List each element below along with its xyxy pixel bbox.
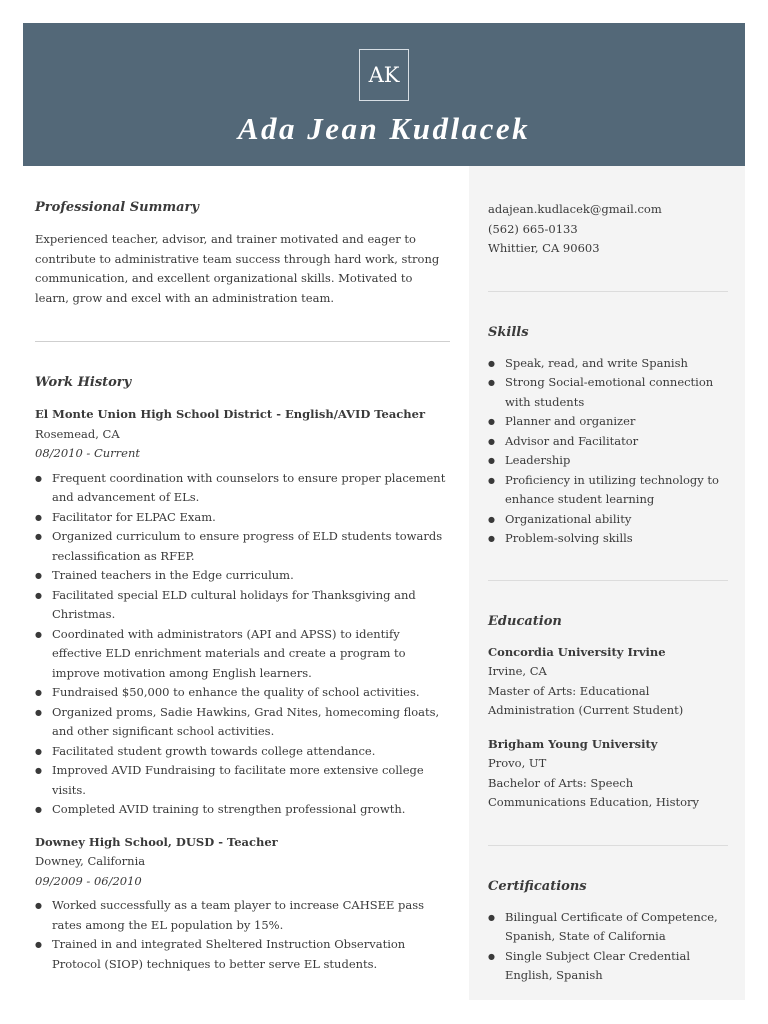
section-divider xyxy=(488,845,728,846)
list-item: ● Trained teachers in the Edge curriculum. xyxy=(35,566,450,586)
list-item: ● Leadership xyxy=(488,451,728,471)
section-divider xyxy=(488,580,728,581)
list-item: ● Facilitated student growth towards college attendance. xyxy=(35,742,450,762)
list-item: ● Advisor and Facilitator xyxy=(488,432,728,452)
degree: Master of Arts: Educational Administration (Current Student) xyxy=(488,683,684,717)
sidebar-column xyxy=(488,200,728,986)
certifications-list xyxy=(488,908,728,986)
job-title: El Monte Union High School District - English/AVID Teacher xyxy=(35,407,426,421)
list-item: ● Planner and organizer xyxy=(488,412,728,432)
job-dates: 08/2010 - Current xyxy=(35,446,141,460)
job-entry xyxy=(35,405,450,820)
job-location: Downey, California xyxy=(35,854,146,868)
main-column xyxy=(35,200,450,974)
job-duties-list xyxy=(35,896,450,974)
job-entry xyxy=(35,833,450,975)
school-name: Concordia University Irvine xyxy=(488,644,666,659)
list-item: ● Trained in and integrated Sheltered Instruction Observation Protocol (SIOP) techniques to better serve EL students. xyxy=(35,935,450,974)
degree: Bachelor of Arts: Speech Communications Education, History xyxy=(488,775,700,809)
section-divider xyxy=(488,291,728,292)
monogram-badge: AK xyxy=(359,49,409,101)
work-history-heading: Work History xyxy=(35,375,132,390)
candidate-name: Ada Jean Kudlacek xyxy=(237,111,531,146)
school-location: Provo, UT xyxy=(488,756,547,770)
list-item: ● Strong Social-emotional connection with students xyxy=(488,373,728,412)
contact-phone: (562) 665-0133 xyxy=(488,221,578,236)
contact-email[interactable]: adajean.kudlacek@gmail.com xyxy=(488,202,662,216)
list-item: ● Organizational ability xyxy=(488,510,728,530)
list-item: ● Improved AVID Fundraising to facilitate more extensive college visits. xyxy=(35,761,450,800)
list-item: ● Completed AVID training to strengthen professional growth. xyxy=(35,800,450,820)
list-item: ● Organized proms, Sadie Hawkins, Grad Nites, homecoming floats, and other significant school activities. xyxy=(35,703,450,742)
list-item: ● Speak, read, and write Spanish xyxy=(488,354,728,374)
list-item: ● Worked successfully as a team player to increase CAHSEE pass rates among the EL population by 15%. xyxy=(35,896,450,935)
section-divider xyxy=(35,341,450,342)
list-item: ● Facilitator for ELPAC Exam. xyxy=(35,508,450,528)
job-title: Downey High School, DUSD - Teacher xyxy=(35,834,278,849)
skills-list xyxy=(488,354,728,549)
list-item: ● Single Subject Clear Credential English, Spanish xyxy=(488,947,728,986)
education-heading: Education xyxy=(488,613,562,629)
skills-heading: Skills xyxy=(488,324,529,340)
school-name: Brigham Young University xyxy=(488,736,658,751)
certifications-heading: Certifications xyxy=(488,878,587,894)
list-item: ● Coordinated with administrators (API and APSS) to identify effective ELD enrichment materials and create a program to improve motivation among English learners. xyxy=(35,625,450,684)
summary-heading: Professional Summary xyxy=(35,200,199,215)
education-entry xyxy=(488,735,728,813)
job-duties-list xyxy=(35,469,450,820)
education-entry xyxy=(488,643,728,721)
list-item: ● Facilitated special ELD cultural holidays for Thanksgiving and Christmas. xyxy=(35,586,450,625)
list-item: ● Problem-solving skills xyxy=(488,529,728,549)
list-item: ● Organized curriculum to ensure progress of ELD students towards reclassification as RFEP. xyxy=(35,527,450,566)
job-location: Rosemead, CA xyxy=(35,426,120,441)
summary-text: Experienced teacher, advisor, and trainer motivated and eager to contribute to administrative team success through hard work, strong communication, and excellent organizational skills. Motivated to learn, grow and excel with an administration team. xyxy=(35,232,440,305)
job-dates: 09/2009 - 06/2010 xyxy=(35,873,142,888)
list-item: ● Frequent coordination with counselors to ensure proper placement and advancement of ELs. xyxy=(35,469,450,508)
list-item: ● Fundraised $50,000 to enhance the quality of school activities. xyxy=(35,683,450,703)
list-item: ● Bilingual Certificate of Competence, Spanish, State of California xyxy=(488,908,728,947)
resume-header xyxy=(23,23,745,166)
contact-location: Whittier, CA 90603 xyxy=(488,241,600,255)
list-item: ● Proficiency in utilizing technology to enhance student learning xyxy=(488,471,728,510)
school-location: Irvine, CA xyxy=(488,664,547,678)
